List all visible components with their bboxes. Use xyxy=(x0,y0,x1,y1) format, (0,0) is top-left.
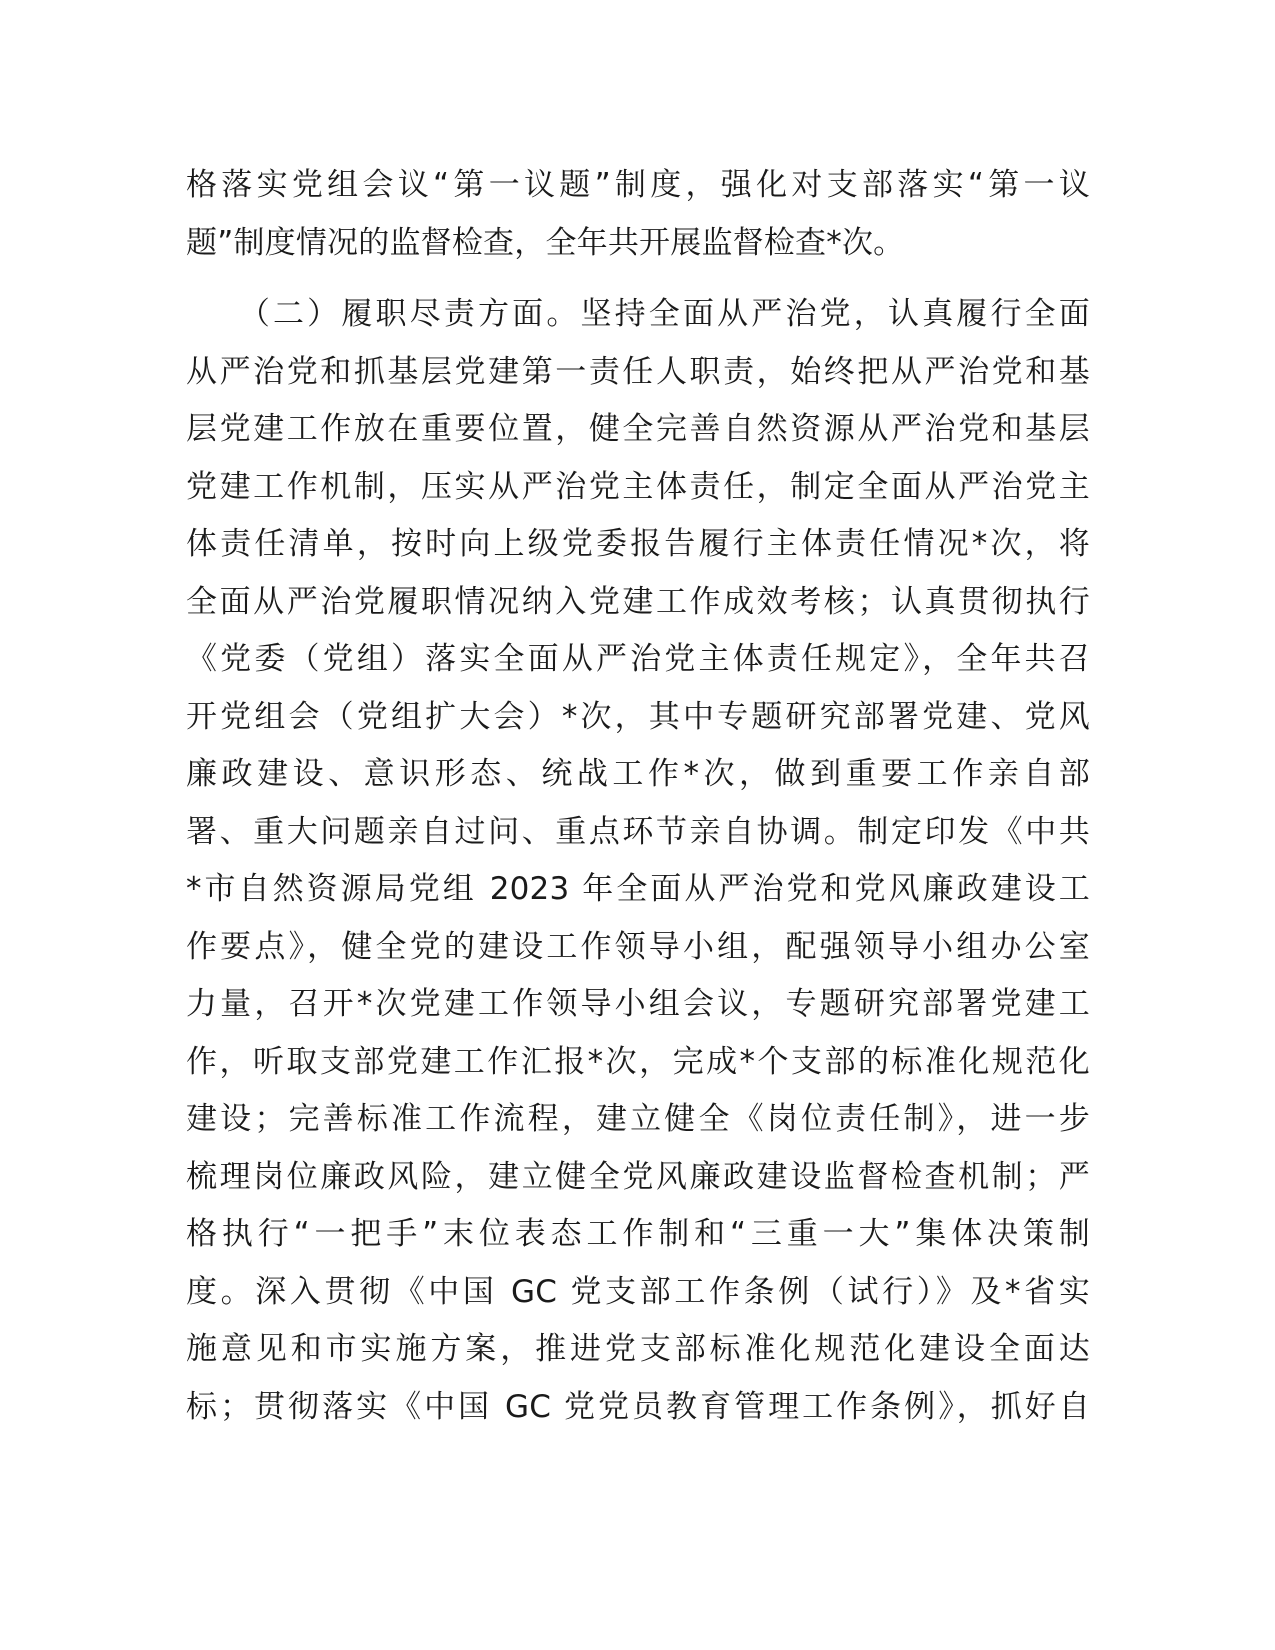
text-line: 作，听取支部党建工作汇报*次，完成*个支部的标准化规范化 xyxy=(186,1043,1090,1080)
text-line: *市自然资源局党组 2023 年全面从严治党和党风廉政建设工 xyxy=(186,871,1090,907)
text-line: 格执行“一把手”末位表态工作制和“三重一大”集体决策制 xyxy=(186,1216,1090,1252)
text-line: 力量，召开*次党建工作领导小组会议，专题研究部署党建工 xyxy=(186,986,1090,1022)
text-line: 题”制度情况的监督检查，全年共开展监督检查*次。 xyxy=(186,224,905,261)
text-line: 标；贯彻落实《中国 GC 党党员教育管理工作条例》，抓好自 xyxy=(186,1388,1090,1425)
text-line: 党建工作机制，压实从严治党主体责任，制定全面从严治党主 xyxy=(186,468,1090,505)
text-line: 建设；完善标准工作流程，建立健全《岗位责任制》，进一步 xyxy=(186,1101,1090,1137)
text-line: 度。深入贯彻《中国 GC 党支部工作条例（试行）》及*省实 xyxy=(186,1273,1090,1310)
text-line: 《党委（党组）落实全面从严治党主体责任规定》，全年共召 xyxy=(186,641,1090,677)
text-line: 作要点》，健全党的建设工作领导小组，配强领导小组办公室 xyxy=(186,928,1090,965)
text-line: 从严治党和抓基层党建第一责任人职责，始终把从严治党和基 xyxy=(186,353,1090,390)
paragraph-continuation xyxy=(186,157,1090,272)
text-line: 层党建工作放在重要位置，健全完善自然资源从严治党和基层 xyxy=(186,411,1090,447)
text-line: （二）履职尽责方面。坚持全面从严治党，认真履行全面 xyxy=(186,296,1090,332)
text-line: 体责任清单，按时向上级党委报告履行主体责任情况*次，将 xyxy=(186,526,1090,562)
text-line: 廉政建设、意识形态、统战工作*次，做到重要工作亲自部 xyxy=(186,756,1090,792)
text-line: 署、重大问题亲自过问、重点环节亲自协调。制定印发《中共 xyxy=(186,813,1090,850)
text-line: 梳理岗位廉政风险，建立健全党风廉政建设监督检查机制；严 xyxy=(186,1158,1090,1195)
text-line: 格落实党组会议“第一议题”制度，强化对支部落实“第一议 xyxy=(186,167,1090,203)
paragraph-duty-performance xyxy=(186,286,1090,1436)
text-line: 全面从严治党履职情况纳入党建工作成效考核；认真贯彻执行 xyxy=(186,583,1090,620)
text-line: 开党组会（党组扩大会）*次，其中专题研究部署党建、党风 xyxy=(186,698,1090,735)
text-line: 施意见和市实施方案，推进党支部标准化规范化建设全面达 xyxy=(186,1331,1090,1367)
